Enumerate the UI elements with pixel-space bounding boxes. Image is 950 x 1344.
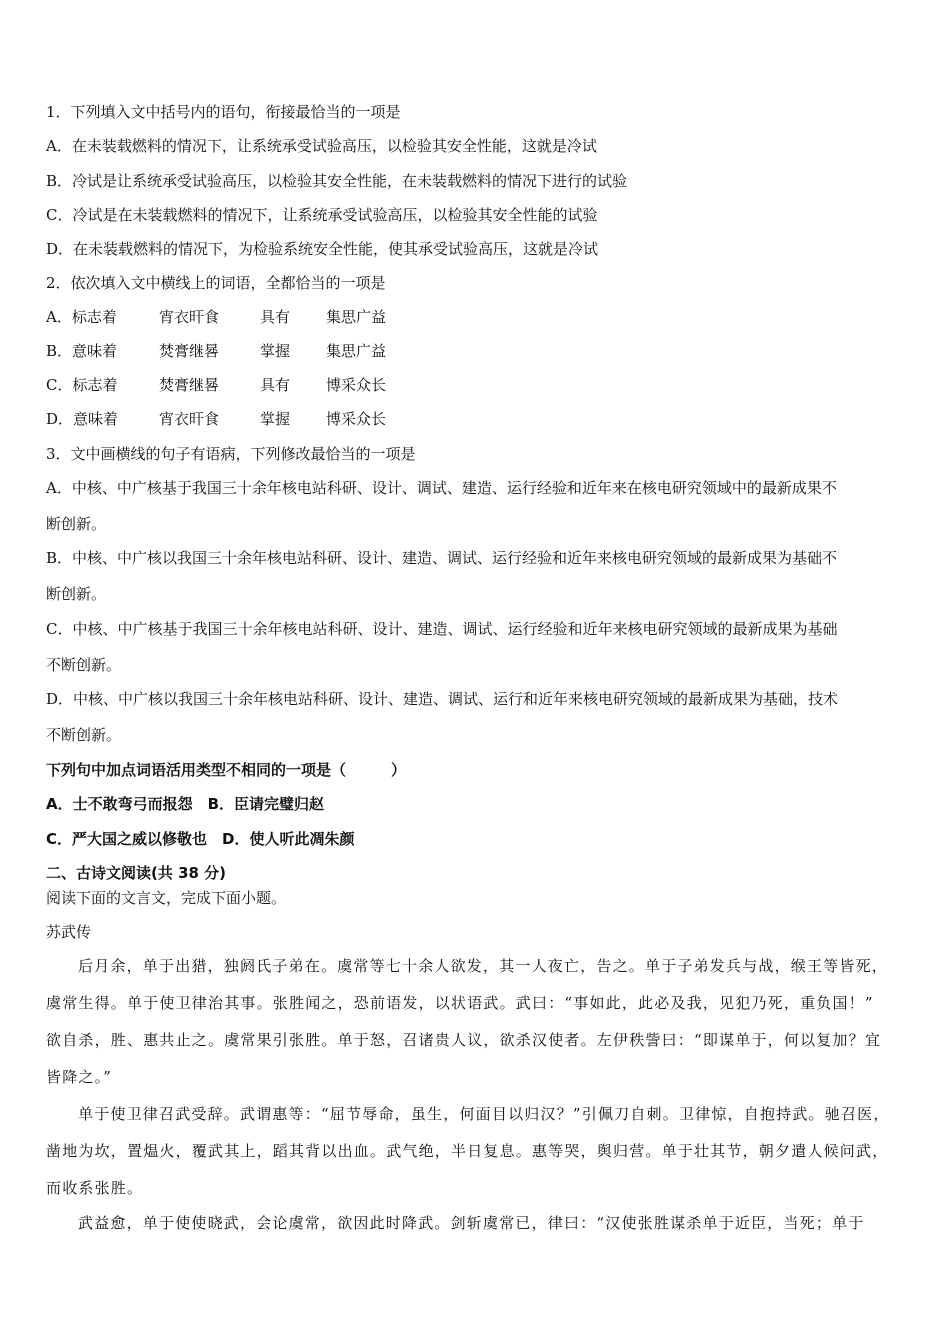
- passage-line: 凿地为坎，置煴火，覆武其上，蹈其背以出血。武气绝，半日复息。惠等哭，舆归营。单于壮其节，朝夕遣人候问武，: [46, 1142, 889, 1160]
- passage-line: 后月余，单于出猎，独阏氏子弟在。虞常等七十余人欲发，其一人夜亡，告之。单于子弟发兵与战，缑王等皆死，: [78, 957, 889, 975]
- q3-option-d-line2: 不断创新。: [46, 726, 122, 744]
- q2-row-d-word3: 掌握: [260, 410, 291, 428]
- passage-line: 而收系张胜。: [46, 1179, 144, 1197]
- q2-stem: 2．依次填入文中横线上的词语，全都恰当的一项是: [46, 274, 386, 292]
- q3-option-b-line2: 断创新。: [46, 585, 107, 603]
- q2-row-b-word3: 掌握: [260, 342, 291, 360]
- passage-line: 皆降之。”: [46, 1068, 113, 1086]
- passage-line: 虞常生得。单于使卫律治其事。张胜闻之，恐前语发，以状语武。武曰：“事如此，此必及我，见犯乃死，重负国！”: [46, 994, 874, 1012]
- q1-option-d: D．在未装载燃料的情况下，为检验系统安全性能，使其承受试验高压，这就是冷试: [46, 240, 599, 258]
- section-instruction: 阅读下面的文言文，完成下面小题。: [46, 889, 287, 907]
- q2-row-b-word2: 焚膏继晷: [159, 342, 220, 360]
- q3-option-c-line1: C．中核、中广核基于我国三十余年核电站科研、设计、建造、调试、运行经验和近年来核电研究领域的最新成果为基础: [46, 620, 838, 638]
- passage-title: 苏武传: [46, 923, 92, 941]
- passage-line: 欲自杀，胜、惠共止之。虞常果引张胜。单于怒，召诸贵人议，欲杀汉使者。左伊秩訾曰：“即谋单于，何以复加？宜: [46, 1031, 882, 1049]
- passage-line: 武益愈，单于使使晓武，会论虞常，欲因此时降武。剑斩虞常已，律曰：“汉使张胜谋杀单于近臣，当死；单于: [78, 1214, 865, 1232]
- q2-row-c-label: C．标志着: [46, 376, 118, 394]
- q2-row-c-word4: 博采众长: [326, 376, 387, 394]
- q2-row-a-word2: 宵衣旰食: [159, 308, 220, 326]
- q2-row-b-word4: 集思广益: [326, 342, 387, 360]
- q2-row-d-word2: 宵衣旰食: [159, 410, 220, 428]
- q4-stem: 下列句中加点词语活用类型不相同的一项是（ ）: [46, 761, 407, 779]
- q3-option-a-line1: A．中核、中广核基于我国三十余年核电站科研、设计、调试、建造、运行经验和近年来在核电研究领域中的最新成果不: [46, 479, 837, 497]
- q2-row-b-label: B．意味着: [46, 342, 118, 360]
- q1-option-c: C．冷试是在未装载燃料的情况下，让系统承受试验高压，以检验其安全性能的试验: [46, 206, 598, 224]
- q2-row-d-word4: 博采众长: [326, 410, 387, 428]
- q1-stem: 1．下列填入文中括号内的语句，衔接最恰当的一项是: [46, 103, 401, 121]
- q2-row-a-word3: 具有: [260, 308, 291, 326]
- q3-option-b-line1: B．中核、中广核以我国三十余年核电站科研、设计、建造、调试、运行经验和近年来核电研究领域的最新成果为基础不: [46, 549, 838, 567]
- q1-option-a: A．在未装载燃料的情况下，让系统承受试验高压，以检验其安全性能，这就是冷试: [46, 137, 597, 155]
- q3-option-d-line1: D．中核、中广核以我国三十余年核电站科研、设计、建造、调试、运行和近年来核电研究领域的最新成果为基础，技术: [46, 690, 839, 708]
- q3-stem: 3．文中画横线的句子有语病，下列修改最恰当的一项是: [46, 445, 416, 463]
- q2-row-d-label: D．意味着: [46, 410, 119, 428]
- q4-options-line2: C．严大国之威以修敬也 D．使人听此凋朱颜: [46, 830, 355, 848]
- q4-options-line1: A．士不敢弯弓而报怨 B．臣请完璧归赵: [46, 795, 325, 813]
- q3-option-c-line2: 不断创新。: [46, 656, 122, 674]
- section-heading: 二、古诗文阅读(共 38 分): [46, 864, 227, 882]
- q2-row-a-label: A．标志着: [46, 308, 117, 326]
- q3-option-a-line2: 断创新。: [46, 515, 107, 533]
- q1-option-b: B．冷试是让系统承受试验高压，以检验其安全性能，在未装载燃料的情况下进行的试验: [46, 172, 628, 190]
- q2-row-c-word3: 具有: [260, 376, 291, 394]
- q2-row-c-word2: 焚膏继晷: [159, 376, 220, 394]
- q2-row-a-word4: 集思广益: [326, 308, 387, 326]
- passage-line: 单于使卫律召武受辞。武谓惠等：“屈节辱命，虽生，何面目以归汉？”引佩刀自刺。卫律惊，自抱持武。驰召医，: [78, 1105, 890, 1123]
